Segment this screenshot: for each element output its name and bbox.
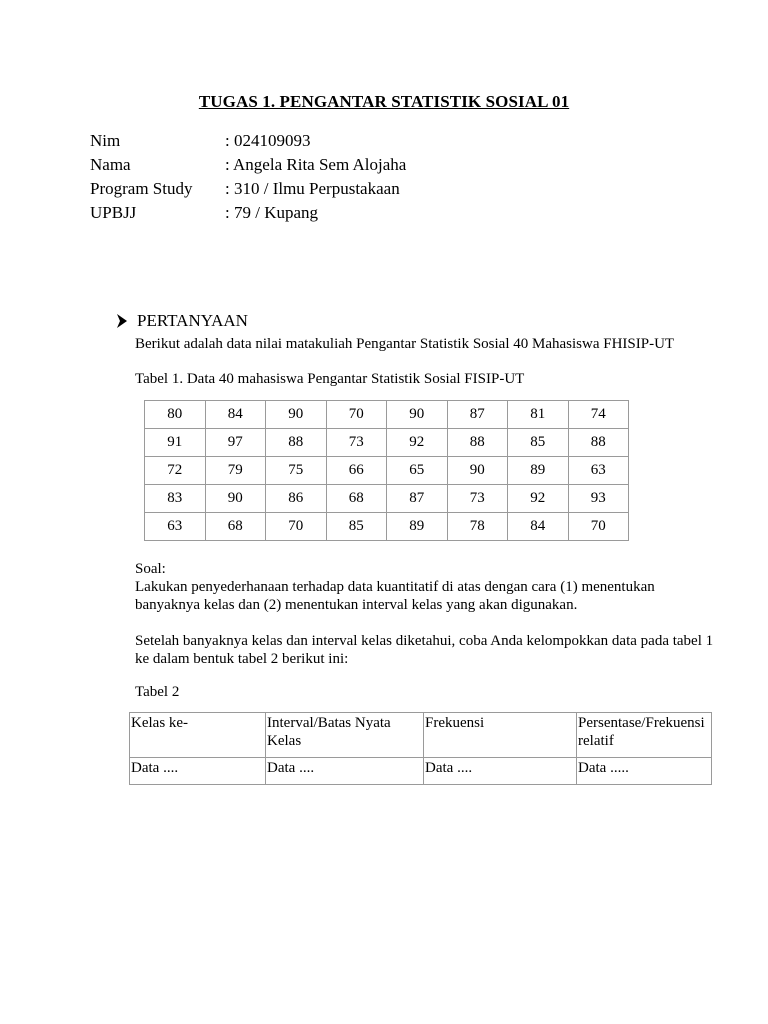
arrow-bullet-icon bbox=[113, 311, 133, 331]
table-cell: 78 bbox=[447, 513, 508, 541]
table-cell: 74 bbox=[568, 401, 629, 429]
table1-caption: Tabel 1. Data 40 mahasiswa Pengantar Statistik Sosial FISIP-UT bbox=[135, 371, 525, 387]
table-cell: 87 bbox=[387, 485, 448, 513]
info-row-nama bbox=[90, 153, 406, 177]
table-cell: 84 bbox=[508, 513, 569, 541]
table-cell: 88 bbox=[266, 429, 327, 457]
table-cell: Data .... bbox=[266, 758, 424, 785]
table-cell: 81 bbox=[508, 401, 569, 429]
table-cell: 79 bbox=[205, 457, 266, 485]
table-cell: 68 bbox=[205, 513, 266, 541]
info-row-program-study bbox=[90, 177, 406, 201]
table-cell: Data .... bbox=[130, 758, 266, 785]
table-cell: 88 bbox=[447, 429, 508, 457]
table-cell: 85 bbox=[326, 513, 387, 541]
table-cell: 63 bbox=[568, 457, 629, 485]
info-row-upbjj bbox=[90, 201, 406, 225]
info-row-nim bbox=[90, 129, 406, 153]
table-cell: 66 bbox=[326, 457, 387, 485]
header-cell-interval: Interval/Batas Nyata Kelas bbox=[266, 713, 424, 758]
info-value: : 310 / Ilmu Perpustakaan bbox=[225, 179, 400, 198]
table-cell: 70 bbox=[266, 513, 327, 541]
info-value: : 79 / Kupang bbox=[225, 203, 319, 222]
intro-text: Berikut adalah data nilai matakuliah Pengantar Statistik Sosial 40 Mahasiswa FHISIP-UT bbox=[135, 336, 675, 352]
table-cell: 90 bbox=[266, 401, 327, 429]
table-row bbox=[145, 513, 629, 541]
question-text-2: Setelah banyaknya kelas dan interval kelas diketahui, coba Anda kelompokkan data pada tabel 1 ke dalam bentuk tabel 2 berikut ini: bbox=[135, 633, 714, 667]
question-heading: Soal: bbox=[135, 561, 166, 577]
header-cell-persentase: Persentase/Frekuensi relatif bbox=[577, 713, 712, 758]
info-label: Nim bbox=[90, 131, 121, 150]
info-label: UPBJJ bbox=[90, 203, 137, 222]
table-cell: 80 bbox=[145, 401, 206, 429]
header-cell-frekuensi: Frekuensi bbox=[424, 713, 577, 758]
question-block bbox=[135, 560, 715, 668]
table-row bbox=[145, 401, 629, 429]
info-label: Nama bbox=[90, 155, 131, 174]
table-cell: 89 bbox=[508, 457, 569, 485]
table-row bbox=[145, 429, 629, 457]
table-cell: 90 bbox=[447, 457, 508, 485]
table-cell: 72 bbox=[145, 457, 206, 485]
table-cell: 70 bbox=[568, 513, 629, 541]
table2-caption: Tabel 2 bbox=[135, 684, 180, 700]
table-cell: 75 bbox=[266, 457, 327, 485]
table-cell: 65 bbox=[387, 457, 448, 485]
table-cell: 84 bbox=[205, 401, 266, 429]
data-table bbox=[144, 400, 629, 541]
table-cell: 91 bbox=[145, 429, 206, 457]
table-cell: 93 bbox=[568, 485, 629, 513]
header-cell-kelas: Kelas ke- bbox=[130, 713, 266, 758]
section-heading-label: PERTANYAAN bbox=[137, 311, 248, 330]
table-cell: 90 bbox=[387, 401, 448, 429]
table-cell: 97 bbox=[205, 429, 266, 457]
table-cell: 63 bbox=[145, 513, 206, 541]
section-heading bbox=[113, 311, 248, 331]
table-cell: 73 bbox=[326, 429, 387, 457]
table-cell: 92 bbox=[387, 429, 448, 457]
info-value: : Angela Rita Sem Alojaha bbox=[225, 155, 407, 174]
table-cell: 83 bbox=[145, 485, 206, 513]
table-cell: 88 bbox=[568, 429, 629, 457]
table-cell: 86 bbox=[266, 485, 327, 513]
info-label: Program Study bbox=[90, 179, 193, 198]
table-header-row bbox=[130, 713, 712, 758]
table-cell: 92 bbox=[508, 485, 569, 513]
page-title: TUGAS 1. PENGANTAR STATISTIK SOSIAL 01 bbox=[198, 92, 570, 111]
table-row bbox=[145, 485, 629, 513]
table-cell: 90 bbox=[205, 485, 266, 513]
table-cell: 89 bbox=[387, 513, 448, 541]
table-cell: Data .... bbox=[424, 758, 577, 785]
table-cell: 70 bbox=[326, 401, 387, 429]
info-value: : 024109093 bbox=[225, 131, 311, 150]
table-cell: 87 bbox=[447, 401, 508, 429]
table-cell: 85 bbox=[508, 429, 569, 457]
question-text-1: Lakukan penyederhanaan terhadap data kuantitatif di atas dengan cara (1) menentukan banyaknya kelas dan (2) menentukan interval kelas yang akan digunakan. bbox=[135, 579, 655, 613]
table-cell: 68 bbox=[326, 485, 387, 513]
student-info bbox=[90, 129, 406, 225]
table-cell: 73 bbox=[447, 485, 508, 513]
frequency-table bbox=[129, 712, 712, 785]
table-row bbox=[145, 457, 629, 485]
table-cell: Data ..... bbox=[577, 758, 712, 785]
table-row bbox=[130, 758, 712, 785]
